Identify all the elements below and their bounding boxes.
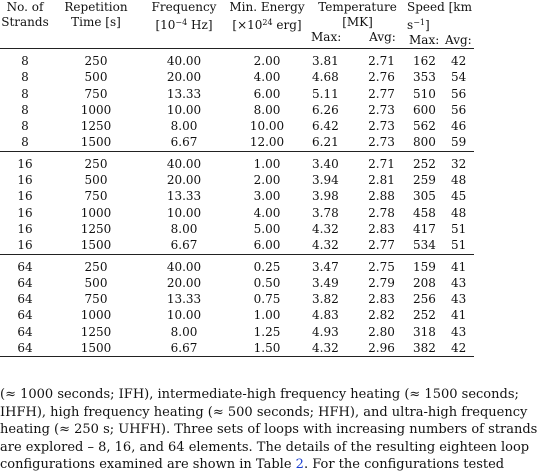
table-bottom-rule bbox=[0, 357, 474, 358]
speed-avg-cell: 51 bbox=[451, 238, 467, 253]
paragraph-line: are explored – 8, 16, and 64 elements. The details of the resulting eighteen loop bbox=[0, 439, 530, 455]
repetition-cell: 1500 bbox=[80, 238, 112, 253]
energy-cell: 2.00 bbox=[253, 173, 281, 188]
temp-max-cell: 3.47 bbox=[312, 259, 339, 274]
frequency-cell: 8.00 bbox=[170, 221, 198, 236]
energy-cell: 1.25 bbox=[253, 324, 281, 339]
strands-cell: 64 bbox=[17, 341, 33, 356]
repetition-cell: 500 bbox=[84, 70, 108, 85]
speed-max-cell: 305 bbox=[413, 189, 436, 204]
table-row bbox=[0, 324, 474, 340]
temp-avg-cell: 2.71 bbox=[368, 54, 395, 68]
repetition-cell: 500 bbox=[84, 173, 108, 188]
energy-cell: 5.00 bbox=[253, 221, 281, 236]
energy-cell: 1.00 bbox=[253, 308, 281, 323]
temp-max-cell: 6.21 bbox=[312, 135, 339, 150]
speed-max-cell: 162 bbox=[413, 54, 436, 68]
temp-avg-cell: 2.73 bbox=[368, 135, 395, 150]
speed-max-cell: 353 bbox=[413, 70, 436, 85]
speed-avg-cell: 41 bbox=[451, 259, 467, 274]
header-speed-max: Max: bbox=[409, 33, 440, 47]
speed-avg-cell: 56 bbox=[451, 86, 467, 101]
speed-avg-cell: 41 bbox=[451, 308, 467, 323]
speed-avg-cell: 43 bbox=[451, 324, 467, 339]
temp-avg-cell: 2.82 bbox=[368, 308, 395, 323]
energy-cell: 0.25 bbox=[253, 259, 281, 274]
temp-max-cell: 3.82 bbox=[312, 292, 339, 307]
table-row bbox=[0, 156, 474, 172]
energy-cell: 1.50 bbox=[253, 341, 281, 356]
speed-max-cell: 382 bbox=[413, 341, 436, 356]
strands-cell: 16 bbox=[17, 173, 33, 188]
strands-cell: 16 bbox=[17, 205, 33, 220]
speed-max-cell: 252 bbox=[413, 156, 436, 171]
repetition-cell: 750 bbox=[84, 86, 108, 101]
speed-avg-cell: 32 bbox=[451, 156, 467, 171]
speed-avg-cell: 51 bbox=[451, 221, 467, 236]
strands-cell: 64 bbox=[17, 324, 33, 339]
temp-max-cell: 3.49 bbox=[312, 275, 339, 290]
temp-avg-cell: 2.77 bbox=[368, 238, 395, 253]
frequency-cell: 40.00 bbox=[166, 54, 202, 68]
table-reference-link[interactable]: 2 bbox=[295, 457, 304, 473]
paragraph-line: IHFH), high frequency heating (≈ 500 seconds; HFH), and ultra-high frequency bbox=[0, 404, 528, 420]
table-row bbox=[0, 134, 474, 151]
energy-cell: 0.75 bbox=[253, 292, 281, 307]
speed-avg-cell: 48 bbox=[451, 173, 467, 188]
frequency-cell: 13.33 bbox=[166, 86, 202, 101]
header-repetition: Repetition Time [s] bbox=[64, 0, 128, 29]
speed-max-cell: 417 bbox=[413, 221, 436, 236]
temp-avg-cell: 2.81 bbox=[368, 173, 395, 188]
temp-max-cell: 4.93 bbox=[312, 324, 339, 339]
energy-cell: 6.00 bbox=[253, 238, 281, 253]
frequency-cell: 6.67 bbox=[170, 238, 198, 253]
paragraph-line: heating (≈ 250 s; UHFH). Three sets of loops with increasing numbers of strands bbox=[0, 422, 537, 438]
speed-max-cell: 562 bbox=[413, 119, 436, 134]
speed-avg-cell: 56 bbox=[451, 102, 467, 117]
speed-avg-cell: 54 bbox=[451, 70, 467, 85]
repetition-cell: 750 bbox=[84, 292, 108, 307]
temp-avg-cell: 2.78 bbox=[368, 205, 395, 220]
table-row bbox=[0, 221, 474, 237]
repetition-cell: 1250 bbox=[80, 119, 112, 134]
frequency-cell: 40.00 bbox=[166, 156, 202, 171]
temp-max-cell: 4.83 bbox=[312, 308, 339, 323]
speed-avg-cell: 43 bbox=[451, 292, 467, 307]
energy-cell: 10.00 bbox=[249, 119, 285, 134]
strands-cell: 8 bbox=[21, 102, 29, 117]
temp-max-cell: 5.11 bbox=[312, 86, 339, 101]
strands-cell: 8 bbox=[21, 119, 29, 134]
temp-avg-cell: 2.80 bbox=[368, 324, 395, 339]
table-row bbox=[0, 259, 474, 275]
paragraph-line: (≈ 1000 seconds; IFH), intermediate-high frequency heating (≈ 1500 seconds; bbox=[0, 387, 519, 402]
header-frequency: Frequency [$10^{-4}$ Hz] bbox=[151, 0, 217, 32]
temp-avg-cell: 2.77 bbox=[368, 86, 395, 101]
body-paragraph bbox=[0, 386, 537, 474]
temp-max-cell: 6.42 bbox=[312, 119, 339, 134]
temp-max-cell: 3.78 bbox=[312, 205, 339, 220]
speed-max-cell: 458 bbox=[413, 205, 436, 220]
speed-max-cell: 800 bbox=[413, 135, 436, 150]
header-energy: Min. Energy [$\times 10^{24}$ erg] bbox=[229, 0, 305, 32]
temp-avg-cell: 2.76 bbox=[368, 70, 395, 85]
repetition-cell: 1000 bbox=[80, 205, 112, 220]
table-row bbox=[0, 340, 474, 357]
temp-avg-cell: 2.83 bbox=[368, 221, 395, 236]
table-row bbox=[0, 102, 474, 118]
frequency-cell: 8.00 bbox=[170, 324, 198, 339]
energy-cell: 4.00 bbox=[253, 205, 281, 220]
temp-max-cell: 3.98 bbox=[312, 189, 339, 204]
table-row bbox=[0, 118, 474, 134]
energy-cell: 12.00 bbox=[249, 135, 285, 150]
temp-avg-cell: 2.73 bbox=[368, 102, 395, 117]
table-row bbox=[0, 172, 474, 188]
header-temp-avg: Avg: bbox=[369, 30, 396, 44]
speed-avg-cell: 45 bbox=[451, 189, 467, 204]
table-row bbox=[0, 237, 474, 254]
table-row bbox=[0, 69, 474, 85]
table-row bbox=[0, 291, 474, 307]
frequency-cell: 40.00 bbox=[166, 259, 202, 274]
temp-max-cell: 3.81 bbox=[312, 54, 339, 68]
repetition-cell: 1250 bbox=[80, 324, 112, 339]
frequency-cell: 20.00 bbox=[166, 173, 202, 188]
strands-cell: 8 bbox=[21, 54, 29, 68]
frequency-cell: 13.33 bbox=[166, 292, 202, 307]
repetition-cell: 250 bbox=[84, 156, 108, 171]
speed-avg-cell: 59 bbox=[451, 135, 467, 150]
table-header-row bbox=[0, 0, 474, 49]
speed-max-cell: 208 bbox=[413, 275, 436, 290]
temp-avg-cell: 2.83 bbox=[368, 292, 395, 307]
speed-max-cell: 159 bbox=[413, 259, 436, 274]
repetition-cell: 1500 bbox=[80, 135, 112, 150]
strands-cell: 8 bbox=[21, 135, 29, 150]
strands-cell: 16 bbox=[17, 238, 33, 253]
speed-avg-cell: 43 bbox=[451, 275, 467, 290]
repetition-cell: 750 bbox=[84, 189, 108, 204]
table-row bbox=[0, 86, 474, 102]
speed-max-cell: 600 bbox=[413, 102, 436, 117]
energy-cell: 2.00 bbox=[253, 54, 281, 68]
table-row bbox=[0, 53, 474, 69]
repetition-cell: 1000 bbox=[80, 102, 112, 117]
speed-max-cell: 534 bbox=[413, 238, 436, 253]
frequency-cell: 20.00 bbox=[166, 275, 202, 290]
frequency-cell: 10.00 bbox=[166, 308, 202, 323]
frequency-cell: 10.00 bbox=[166, 205, 202, 220]
repetition-cell: 1500 bbox=[80, 341, 112, 356]
energy-cell: 1.00 bbox=[253, 156, 281, 171]
table-row bbox=[0, 205, 474, 221]
strands-cell: 8 bbox=[21, 86, 29, 101]
strands-cell: 16 bbox=[17, 189, 33, 204]
temp-max-cell: 4.68 bbox=[312, 70, 339, 85]
repetition-cell: 1000 bbox=[80, 308, 112, 323]
temp-avg-cell: 2.71 bbox=[368, 156, 395, 171]
header-speed-avg: Avg: bbox=[445, 33, 472, 47]
temp-avg-cell: 2.75 bbox=[368, 259, 395, 274]
frequency-cell: 6.67 bbox=[170, 135, 198, 150]
temp-max-cell: 4.32 bbox=[312, 341, 339, 356]
repetition-cell: 500 bbox=[84, 275, 108, 290]
table-row bbox=[0, 188, 474, 204]
table-row bbox=[0, 275, 474, 291]
speed-avg-cell: 42 bbox=[451, 54, 467, 68]
frequency-cell: 13.33 bbox=[166, 189, 202, 204]
temp-avg-cell: 2.79 bbox=[368, 275, 395, 290]
temp-max-cell: 4.32 bbox=[312, 221, 339, 236]
speed-max-cell: 252 bbox=[413, 308, 436, 323]
strands-cell: 16 bbox=[17, 221, 33, 236]
temp-max-cell: 4.32 bbox=[312, 238, 339, 253]
temp-max-cell: 6.26 bbox=[312, 102, 339, 117]
repetition-cell: 250 bbox=[84, 54, 108, 68]
temp-avg-cell: 2.88 bbox=[368, 189, 395, 204]
strands-cell: 64 bbox=[17, 292, 33, 307]
strands-cell: 8 bbox=[21, 70, 29, 85]
temp-avg-cell: 2.96 bbox=[368, 341, 395, 356]
frequency-cell: 10.00 bbox=[166, 102, 202, 117]
header-strands: No. of Strands bbox=[1, 0, 49, 29]
table-body bbox=[0, 49, 474, 358]
frequency-cell: 8.00 bbox=[170, 119, 198, 134]
strands-cell: 16 bbox=[17, 156, 33, 171]
temp-max-cell: 3.94 bbox=[312, 173, 339, 188]
temp-max-cell: 3.40 bbox=[312, 156, 339, 171]
speed-max-cell: 510 bbox=[413, 86, 436, 101]
speed-max-cell: 256 bbox=[413, 292, 436, 307]
header-temperature: Temperature [MK] Max: Avg: bbox=[308, 0, 407, 49]
energy-cell: 0.50 bbox=[253, 275, 281, 290]
energy-cell: 4.00 bbox=[253, 70, 281, 85]
frequency-cell: 6.67 bbox=[170, 341, 198, 356]
energy-cell: 8.00 bbox=[253, 102, 281, 117]
strands-cell: 64 bbox=[17, 259, 33, 274]
strands-cell: 64 bbox=[17, 275, 33, 290]
header-temp-max: Max: bbox=[311, 30, 342, 44]
repetition-cell: 250 bbox=[84, 259, 108, 274]
energy-cell: 3.00 bbox=[253, 189, 281, 204]
speed-avg-cell: 42 bbox=[451, 341, 467, 356]
temp-avg-cell: 2.73 bbox=[368, 119, 395, 134]
strands-cell: 64 bbox=[17, 308, 33, 323]
energy-cell: 6.00 bbox=[253, 86, 281, 101]
paragraph-line: configurations examined are shown in Table 2. For the configurations tested bbox=[0, 457, 505, 473]
speed-avg-cell: 48 bbox=[451, 205, 467, 220]
speed-max-cell: 259 bbox=[413, 173, 436, 188]
frequency-cell: 20.00 bbox=[166, 70, 202, 85]
repetition-cell: 1250 bbox=[80, 221, 112, 236]
header-speed: Speed [km $s^{-1}$] Max: Avg: bbox=[407, 0, 472, 47]
speed-max-cell: 318 bbox=[413, 324, 436, 339]
table-row bbox=[0, 307, 474, 323]
speed-avg-cell: 46 bbox=[451, 119, 467, 134]
